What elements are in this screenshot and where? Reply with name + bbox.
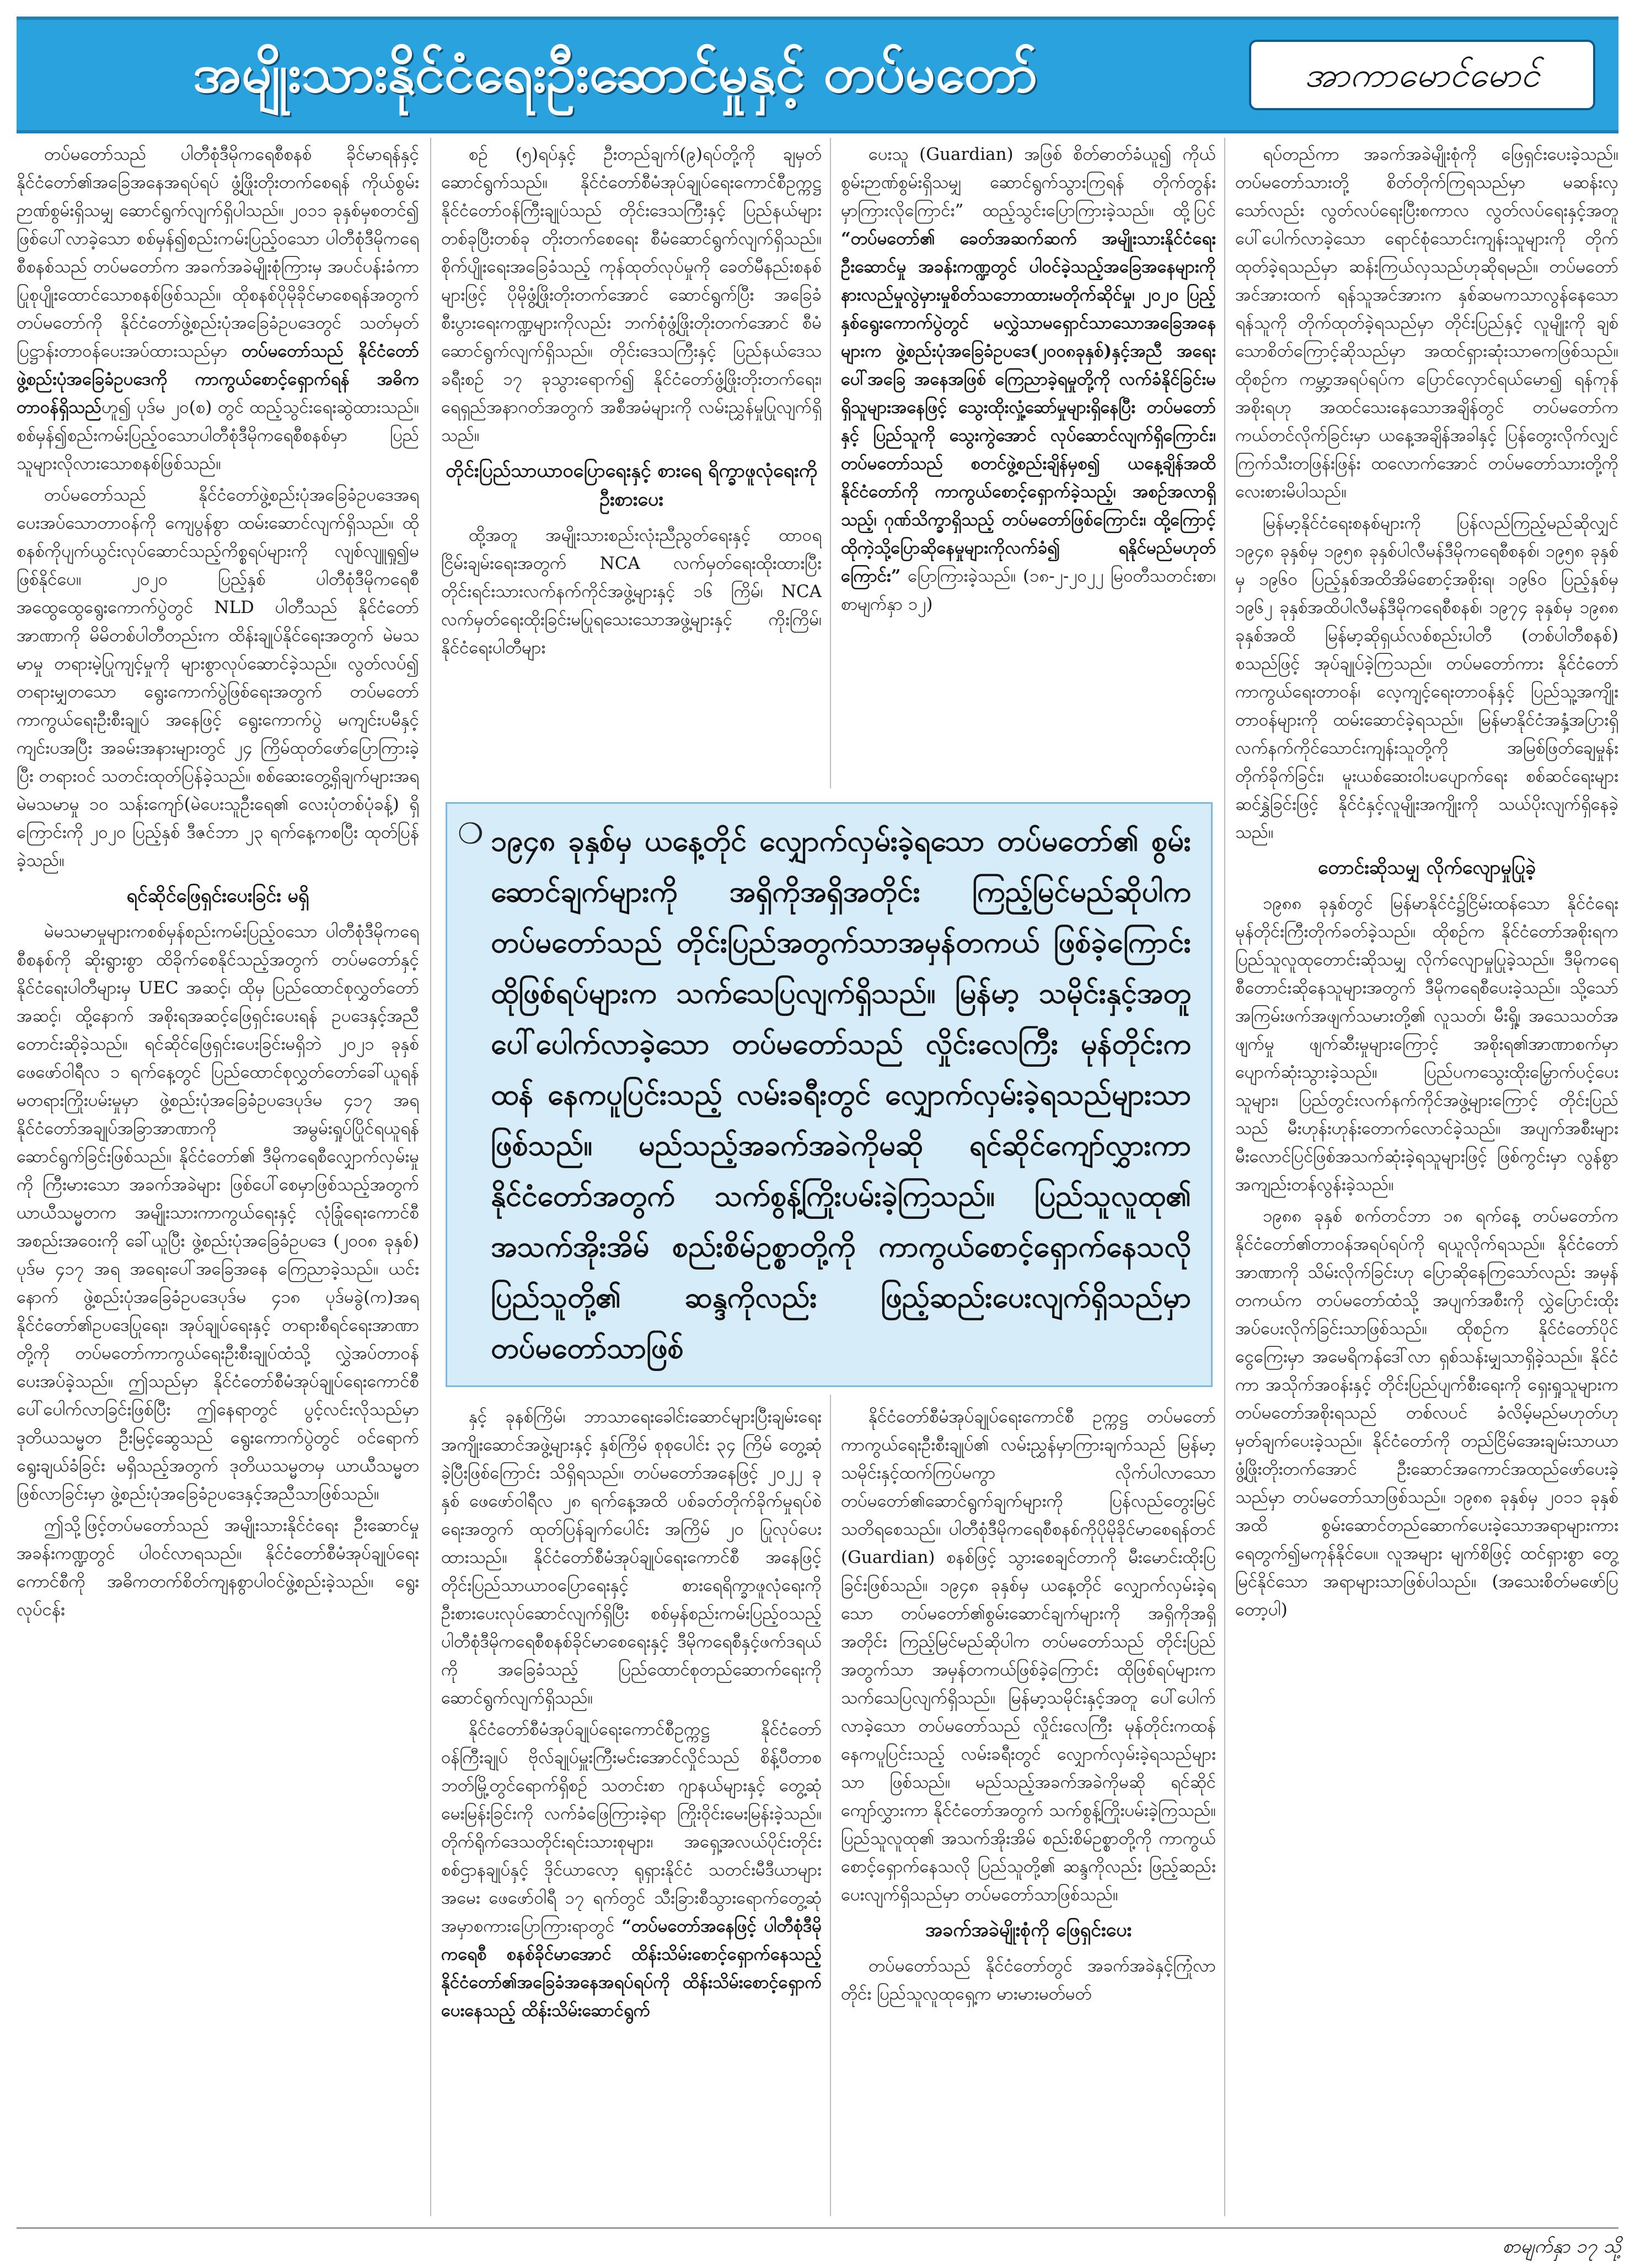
article-column-3-top [841,141,1216,797]
bold-emphasis: တပ်မတော်သည် နိုင်ငံတော်ဖွဲ့စည်းပုံအခြေခံဥပဒေကို ကာကွယ်စောင့်ရှောက်ရန် အဓိကတာဝန်ရှိသည် [17,341,419,417]
bottom-rule [17,2227,1618,2229]
paragraph: မြန်မာ့နိုင်ငံရေးစနစ်များကို ပြန်လည်ကြည့်မည်ဆိုလျှင် ၁၉၄၈ ခုနှစ်မှ ၁၉၅၈ ခုနှစ်ပါလီမန်ဒီမိုကရေစီစနစ်၊ ၁၉၅၈ ခုနှစ်မှ ၁၉၆၀ ပြည့်နှစ်အထိအိမ်စောင့်အစိုးရ၊ ၁၉၆၀ ပြည့်နှစ်မှ ၁၉၆၂ ခုနှစ်အထိပါလီမန်ဒီမိုကရေစီစနစ်၊ ၁၉၇၄ ခုနှစ်မှ ၁၉၈၈ ခုနှစ်အထိ မြန်မာ့ဆိုရှယ်လစ်စည်းပါတီ (တစ်ပါတီစနစ်) စသည်ဖြင့် အုပ်ချုပ်ခဲ့ကြသည်။ တပ်မတော်ကား နိုင်ငံတော်ကာကွယ်ရေးတာဝန်၊ လေ့ကျင့်ရေးတာဝန်နှင့် ပြည်သူ့အကျိုးတာဝန်များကို ထမ်းဆောင်ခဲ့ရသည်။ မြန်မာနိုင်ငံအနှံ့အပြားရှိ လက်နက်ကိုင်သောင်းကျန်းသူတို့ကို အမြစ်ဖြတ်ချေမှုန်းတိုက်ခိုက်ခြင်း၊ မူးယစ်ဆေးဝါးပပျောက်ရေး စစ်ဆင်ရေးများ ဆင်နွှဲခြင်းဖြင့် နိုင်ငံနှင့်လူမျိုးအကျိုးကို သယ်ပိုးလျက်ရှိနေခဲ့သည်။ [1235,513,1618,842]
paragraph: နိုင်ငံတော်စီမံအုပ်ချုပ်ရေးကောင်စီဥက္ကဋ္ဌ နိုင်ငံတော်ဝန်ကြီးချုပ် ဗိုလ်ချုပ်မှူးကြီးမင်းအောင်လှိုင်သည် စိန့်ပီတာစဘတ်မြို့တွင်ရောက်ရှိစဉ် သတင်းစာ ဂျာနယ်များနှင့် တွေ့ဆုံမေးမြန်းခြင်းကို လက်ခံဖြေကြားခဲ့ရာ ကြိုးဝိုင်းမေးမြန်းခဲ့သည်။ တိုက်ရိုက်ဒေသတိုင်းရင်းသားစုများ၊ အရှေ့အလယ်ပိုင်းတိုင်း စစ်ဌာနချုပ်နှင့် ဒိုင်ယာလော့ ရုရှားနိုင်ငံ သတင်းမီဒီယာများ အမေး ဖေဖော်ဝါရီ ၁၇ ရက်တွင် သီးခြားစီသွားရောက်တွေ့ဆုံ အမှာစကားပြောကြားရာတွင် “တပ်မတော်အနေဖြင့် ပါတီစုံဒီမိုကရေစီ စနစ်ခိုင်မာအောင် ထိန်းသိမ်းစောင့်ရှောက်နေသည့် နိုင်ငံတော်၏အခြေခံအနေအရပ်ရပ်ကို ထိန်းသိမ်းစောင့်ရှောက်ပေးနေသည့် ထိန်းသိမ်းဆောင်ရွက် [441,1719,822,2020]
paragraph: ရပ်တည်ကာ အခက်အခဲမျိုးစုံကို ဖြေရှင်းပေးခဲ့သည်။ တပ်မတော်သားတို့ စိတ်တိုက်ကြရသည်မှာ မဆန်းလှသော်လည်း လွတ်လပ်ရေးပြီးစကာလ လွတ်လပ်ရေးနှင့်အတူ ပေါ်ပေါက်လာခဲ့သော ရောင်စုံသောင်းကျန်းသူများကို တိုက်ထုတ်ခဲ့ရသည်မှာ ဆန်းကြယ်လှသည်ဟုဆိုရမည်။ တပ်မတော်အင်အားထက် ရန်သူအင်အားက နှစ်ဆမကသာလွန်နေသောရန်သူကို တိုက်ထုတ်ခဲ့ရသည်မှာ တိုင်းပြည်နှင့် လူမျိုးကို ချစ်သောစိတ်ကြောင့်ဆိုသည်မှာ အထင်ရှားဆုံးသာဓကဖြစ်သည်။ ထိုစဉ်က ကမ္ဘာ့အရပ်ရပ်က ပြောင်လှောင်ရယ်မော၍ ရန်ကုန်အစိုးရဟု အထင်သေးနေသောအချိန်တွင် တပ်မတော်က ကယ်တင်လိုက်ခြင်းမှာ ယနေ့အချိန်အခါနှင့် ပြန်တွေးလိုက်လျှင် ကြက်သီးတဖြန်းဖြန်း ထလောက်အောင် တပ်မတော်သားတို့ကို လေးစားမိပါသည်။ [1235,144,1618,502]
paragraph: စဉ် (၅)ရပ်နှင့် ဦးတည်ချက်(၉)ရပ်တို့ကို ချမှတ်ဆောင်ရွက်သည်။ နိုင်ငံတော်စီမံအုပ်ချုပ်ရေးကောင်စီဥက္ကဋ္ဌ နိုင်ငံတော်ဝန်ကြီးချုပ်သည် တိုင်းဒေသကြီးနှင့် ပြည်နယ်များ တစ်ခုပြီးတစ်ခု တိုးတက်စေရေး စီမံဆောင်ရွက်လျက်ရှိသည်။ စိုက်ပျိုးရေးအခြေခံသည့် ကုန်ထုတ်လုပ်မှုကို ခေတ်မီနည်းစနစ်များဖြင့် ပိုမိုဖွံ့ဖြိုးတိုးတက်အောင် ဆောင်ရွက်ပြီး အခြေခံစီးပွားရေးကဏ္ဍများကိုလည်း ဘက်စုံဖွံ့ဖြိုးတိုးတက်အောင် စီမံဆောင်ရွက်လျက်ရှိသည်။ တိုင်းဒေသကြီးနှင့် ပြည်နယ်ဒေသခရီးစဉ် ၁၇ ခုသွားရောက်၍ နိုင်ငံတော်ဖွံ့ဖြိုးတိုးတက်ရေး၊ ရေရှည်အနာဂတ်အတွက် အစီအမံများကို လမ်းညွှန်မှုပြုလျက်ရှိသည်။ [441,144,822,445]
paragraph: မဲမသမာမှုများကစစ်မှန်စည်းကမ်းပြည့်ဝသော ပါတီစုံဒီမိုကရေစီစနစ်ကို ဆိုးရွားစွာ ထိခိုက်စေနိုင်သည့်အတွက် တပ်မတော်နှင့်နိုင်ငံရေးပါတီများမှ UEC အဆင့်၊ ထိုမှ ပြည်ထောင်စုလွှတ်တော်အဆင့်၊ ထို့နောက် အစိုးရအဆင့်ဖြေရှင်းပေးရန် ဥပဒေနှင့်အညီတောင်းဆိုခဲ့သည်။ ရင်ဆိုင်ဖြေရှင်းပေးခြင်းမရှိဘဲ ၂၀၂၁ ခုနှစ် ဖေဖော်ဝါရီလ ၁ ရက်နေ့တွင် ပြည်ထောင်စုလွှတ်တော်ခေါ်ယူရန် မတရားကြိုးပမ်းမှုမှာ ဖွဲ့စည်းပုံအခြေခံဥပဒေပုဒ်မ ၄၁၇ အရ နိုင်ငံတော်အချုပ်အခြာအာဏာကို အမွမ်းရှုပ်ပြိုင်ရယူရန် ဆောင်ရွက်ခြင်းဖြစ်သည်။ နိုင်ငံတော်၏ ဒီမိုကရေစီလျှောက်လှမ်းမှုကို ကြီးမားသော အခက်အခဲများ ဖြစ်ပေါ်စေမှာဖြစ်သည့်အတွက် ယာယီသမ္မတက အမျိုးသားကာကွယ်ရေးနှင့် လုံခြုံရေးကောင်စီအစည်းအဝေးကို ခေါ်ယူပြီး ဖွဲ့စည်းပုံအခြေခံဥပဒေ (၂၀၀၈ ခုနှစ်) ပုဒ်မ ၄၁၇ အရ အရေးပေါ်အခြေအနေ ကြေညာခဲ့သည်။ ယင်းနောက် ဖွဲ့စည်းပုံအခြေခံဥပဒေပုဒ်မ ၄၁၈ ပုဒ်မခွဲ(က)အရ နိုင်ငံတော်၏ဥပဒေပြုရေး၊ အုပ်ချုပ်ရေးနှင့် တရားစီရင်ရေးအာဏာတို့ကို တပ်မတော်ကာကွယ်ရေးဦးစီးချုပ်ထံသို့ လွှဲအပ်တာဝန်ပေးအပ်ခဲ့သည်။ ဤသည်မှာ နိုင်ငံတော်စီမံအုပ်ချုပ်ရေးကောင်စီ ပေါ်ပေါက်လာခြင်းဖြစ်ပြီး ဤနေရာတွင် ပွင့်လင်းလိုသည်မှာ ဒုတိယသမ္မတ ဦးမြင့်ဆွေသည် ရွေးကောက်ပွဲတွင် ဝင်ရောက်ရွေးချယ်ခံခြင်း မရှိသည့်အတွက် ဒုတိယသမ္မတမှ ယာယီသမ္မတဖြစ်လာခြင်းမှာ ဖွဲ့စည်းပုံအခြေခံဥပဒေနှင့်အညီသာဖြစ်သည်။ [17,922,419,1504]
bold-emphasis: “တပ်မတော်အနေဖြင့် ပါတီစုံဒီမိုကရေစီ စနစ်ခိုင်မာအောင် ထိန်းသိမ်းစောင့်ရှောက်နေသည့် နိုင်ငံတော်၏အခြေခံအနေအရပ်ရပ်ကို ထိန်းသိမ်းစောင့်ရှောက်ပေးနေသည့် ထိန်းသိမ်းဆောင်ရွက် [441,1916,822,2020]
article-column-2-top [441,141,822,797]
subheading: ရင်ဆိုင်ဖြေရှင်းပေးခြင်း မရှိ [126,885,309,907]
column-divider [830,138,831,788]
paragraph: တပ်မတော်သည် ပါတီစုံဒီမိုကရေစီစနစ် ခိုင်မာရန်နှင့် နိုင်ငံတော်၏အခြေအနေအရပ်ရပ် ဖွံ့ဖြိုးတိုးတက်စေရန် ကိုယ်စွမ်းဉာဏ်စွမ်းရှိသမျှ ဆောင်ရွက်လျက်ရှိပါသည်။ ၂၀၁၁ ခုနှစ်မှစတင်၍ ဖြစ်ပေါ်လာခဲ့သော စစ်မှန်၍စည်းကမ်းပြည့်ဝသော ပါတီစုံဒီမိုကရေစီစနစ်သည် တပ်မတော်က အခက်အခဲမျိုးစုံကြားမှ အပင်ပန်းခံကာ ပြုစုပျိုးထောင်သောစနစ်ဖြစ်သည်။ ထိုစနစ်ပိုမိုခိုင်မာစေရန်အတွက် တပ်မတော်ကို နိုင်ငံတော်ဖွဲ့စည်းပုံအခြေခံဥပဒေတွင် သတ်မှတ်ပြဋ္ဌာန်းတာဝန်ပေးအပ်ထားသည်မှာ တပ်မတော်သည် နိုင်ငံတော်ဖွဲ့စည်းပုံအခြေခံဥပဒေကို ကာကွယ်စောင့်ရှောက်ရန် အဓိကတာဝန်ရှိသည်ဟူ၍ ပုဒ်မ ၂၀(စ) တွင် ထည့်သွင်းရေးဆွဲထားသည်။ စစ်မှန်၍စည်းကမ်းပြည့်ဝသောပါတီစုံဒီမိုကရေစီစနစ်မှာ ပြည်သူများလိုလားသောစနစ်ဖြစ်သည်။ [17,144,419,474]
column-divider [1224,138,1225,2216]
column-divider [430,138,431,2216]
continued-on-page: စာမျက်နှာ ၁၇ သို့ [1502,2235,1621,2258]
article-column-1 [17,141,419,2224]
quote-bullet-icon: ❍ [458,818,484,851]
subheading: တိုင်းပြည်သာယာဝပြောရေးနှင့် စားရေ ရိက္ခာဖူလုံရေးကို ဦးစားပေး [445,460,818,510]
paragraph: တပ်မတော်သည် နိုင်ငံတော်ဖွဲ့စည်းပုံအခြေခံဥပဒေအရ ပေးအပ်သောတာဝန်ကို ကျေပွန်စွာ ထမ်းဆောင်လျက်ရှိသည်။ ထိုစနစ်ကိုပျက်ယွင်းလုပ်ဆောင်သည့်ကိစ္စရပ်များကို လျစ်လျူရှု၍မဖြစ်နိုင်ပေ။ ၂၀၂၀ ပြည့်နှစ် ပါတီစုံဒီမိုကရေစီ အထွေထွေရွေးကောက်ပွဲတွင် NLD ပါတီသည် နိုင်ငံတော်အာဏာကို မိမိတစ်ပါတီတည်းက ထိန်းချုပ်နိုင်ရေးအတွက် မဲမသမာမှု တရားမဲ့ပြုကျင့်မှုကို များစွာလုပ်ဆောင်ခဲ့သည်။ လွတ်လပ်၍ တရားမျှတသော ရွေးကောက်ပွဲဖြစ်ရေးအတွက် တပ်မတော်ကာကွယ်ရေးဦးစီးချုပ် အနေဖြင့် ရွေးကောက်ပွဲ မကျင်းပမီနှင့် ကျင်းပအပြီး အခမ်းအနားများတွင် ၂၄ ကြိမ်ထုတ်ဖော်ပြောကြားခဲ့ပြီး တရားဝင် သတင်းထုတ်ပြန်ခဲ့သည်။ စစ်ဆေးတွေ့ရှိချက်များအရ မဲမသမာမှု ၁၀ သန်းကျော်(မဲပေးသူဦးရေ၏ လေးပုံတစ်ပုံခန့်) ရှိကြောင်းကို ၂၀၂၀ ပြည့်နှစ် ဒီဇင်ဘာ ၂၃ ရက်နေ့ကစပြီး ထုတ်ပြန်ခဲ့သည်။ [17,485,419,870]
subheading: တောင်းဆိုသမျှ လိုက်လျောမှုပြုခဲ့ [1317,857,1536,879]
byline-box [1249,40,1595,110]
paragraph: ဤသို့ဖြင့်တပ်မတော်သည် အမျိုးသားနိုင်ငံရေး ဦးဆောင်မှုအခန်းကဏ္ဍတွင် ပါဝင်လာရသည်။ နိုင်ငံတော်စီမံအုပ်ချုပ်ရေးကောင်စီကို အဓိကတက်စိတ်ကျနစွာပါဝင်ဖွဲ့စည်းခဲ့သည်။ ရွေးလုပ်ငန်း [17,1515,419,1620]
bold-emphasis: “တပ်မတော်၏ ခေတ်အဆက်ဆက် အမျိုးသားနိုင်ငံရေးဦးဆောင်မှု အခန်းကဏ္ဍတွင် ပါဝင်ခဲ့သည့်အခြေအနေများကို နားလည်မှုလွဲမှားမှုစိတ်သဘောထားမတိုက်ဆိုင်မှု၊ ၂၀၂၀ ပြည့်နှစ်ရွေးကောက်ပွဲတွင် မလွှဲသာမရှောင်သာသောအခြေအနေများက ဖွဲ့စည်းပုံအခြေခံဥပဒေ(၂၀၀၈ခုနှစ်)နှင့်အညီ အရေးပေါ်အခြေ အနေအဖြစ် ကြေညာခဲ့ရမှုတို့ကို လက်ခံနိုင်ခြင်းမရှိသူများအနေဖြင့် သွေးထိုးလှုံ့ဆော်မှုများရှိနေပြီး တပ်မတော်နှင့် ပြည်သူကို သွေးကွဲအောင် လုပ်ဆောင်လျက်ရှိကြောင်း၊ တပ်မတော်သည် စတင်ဖွဲ့စည်းချိန်မှစ၍ ယနေ့ချိန်အထိ နိုင်ငံတော်ကို ကာကွယ်စောင့်ရှောက်ခဲ့သည့်၊ အစဉ်အလာရှိသည့်၊ ဂုဏ်သိက္ခာရှိသည့် တပ်မတော်ဖြစ်ကြောင်း၊ ထို့ကြောင့် ထိုကဲ့သို့ပြောဆိုနေမှုများကိုလက်ခံ၍ ရနိုင်မည်မဟုတ်ကြောင်း” [841,229,1216,586]
paragraph: ၁၉၈၈ ခုနှစ်တွင် မြန်မာနိုင်ငံ၌ငြိမ်းထန်သော နိုင်ငံရေးမုန်တိုင်းကြီးတိုက်ခတ်ခဲ့သည်။ ထိုစဉ်က နိုင်ငံတော်အစိုးရက ပြည်သူလူထုတောင်းဆိုသမျှ လိုက်လျောမှုပြုခဲ့သည်။ ဒီမိုကရေစီတောင်းဆိုနေသူများအတွက် ဒီမိုကရေစီပေးခဲ့သည်။ သို့သော် အကြမ်းဖက်အဖျက်သမားတို့၏ လူသတ်၊ မီးရှို့၊ အသေသတ်အဖျက်မှု ဖျက်ဆီးမှုများကြောင့် အစိုးရ၏အာဏာစက်မှာ ပျောက်ဆုံးသွားခဲ့သည်။ ပြည်ပကသွေးထိုးမြှောက်ပင့်ပေးသူများ၊ ပြည်တွင်းလက်နက်ကိုင်အဖွဲ့များကြောင့် တိုင်းပြည်သည် မီးဟုန်းဟုန်းတောက်လောင်ခဲ့သည်။ အပျက်အစီးများ မီးလောင်ပြင်ဖြစ်အသက်ဆုံးခဲ့ရသူများဖြင့် ဖြစ်ကွင်းမှာ လွန်စွာအကျည်းတန်လွန်းခဲ့သည်။ [1235,894,1618,1195]
paragraph: ထို့အတူ အမျိုးသားစည်းလုံးညီညွတ်ရေးနှင့် ထာဝရငြိမ်းချမ်းရေးအတွက် NCA လက်မှတ်ရေးထိုးထားပြီး တိုင်းရင်းသားလက်နက်ကိုင်အဖွဲ့များနှင့် ၁၆ ကြိမ်၊ NCA လက်မှတ်ရေးထိုးခြင်းမပြုရသေးသောအဖွဲ့များနှင့် ကိုးကြိမ်၊ နိုင်ငံရေးပါတီများ [441,525,822,658]
paragraph: ၁၉၈၈ ခုနှစ် စက်တင်ဘာ ၁၈ ရက်နေ့ တပ်မတော်က နိုင်ငံတော်၏တာဝန်အရပ်ရပ်ကို ရယူလိုက်ရသည်။ နိုင်ငံတော်အာဏာကို သိမ်းလိုက်ခြင်းဟု ပြောဆိုနေကြသော်လည်း အမှန်တကယ်က တပ်မတော်ထံသို့ အပျက်အစီးကို လွှဲပြောင်းထိုးအပ်ပေးလိုက်ခြင်းသာဖြစ်သည်။ ထိုစဉ်က နိုင်ငံတော်ပိုင်ငွေကြေးမှာ အမေရိကန်ဒေါ်လာ ရှစ်သန်းမျှသာရှိခဲ့သည်။ နိုင်ငံကာ အသိုက်အဝန်းနှင့် တိုင်းပြည်ပျက်စီးရေးကို ရှေးရှုသူများကတပ်မတော်အစိုးရသည် တစ်လပင် ခံလိမ့်မည်မဟုတ်ဟု မှတ်ချက်ပေးခဲ့သည်။ နိုင်ငံတော်ကို တည်ငြိမ်အေးချမ်းသာယာဖွံ့ဖြိုးတိုးတက်အောင် ဦးဆောင်အကောင်အထည်ဖော်ပေးခဲ့သည်မှာ တပ်မတော်သာဖြစ်သည်။ ၁၉၈၈ ခုနှစ်မှ ၂၀၁၁ ခုနှစ်အထိ စွမ်းဆောင်တည်ဆောက်ပေးခဲ့သောအရာများကား ရေတွက်၍မကုန်နိုင်ပေ။ လူအများ မျက်စိဖြင့် ထင်ရှားစွာ တွေ့မြင်နိုင်သော အရာများသာဖြစ်ပါသည်။ (အသေးစိတ်မဖော်ပြတော့ပါ) [1235,1206,1618,1620]
subheading: အခက်အခဲမျိုးစုံကို ဖြေရှင်းပေး [925,1919,1132,1941]
paragraph: နိုင်ငံတော်စီမံအုပ်ချုပ်ရေးကောင်စီ ဥက္ကဋ္ဌ တပ်မတော်ကာကွယ်ရေးဦးစီးချုပ်၏ လမ်းညွှန်မှာကြားချက်သည် မြန်မာ့သမိုင်းနှင့်ထက်ကြပ်မကွာ လိုက်ပါလာသော တပ်မတော်၏ဆောင်ရွက်ချက်များကို ပြန်လည်တွေးမြင်သတိရစေသည်။ ပါတီစုံဒီမိုကရေစီစနစ်ကိုပိုမိုခိုင်မာစေရန်တင် (Guardian) စနစ်ဖြင့် သွားစေချင်တာကို မီးမောင်းထိုးပြခြင်းဖြစ်သည်။ ၁၉၄၈ ခုနှစ်မှ ယနေ့တိုင် လျှောက်လှမ်းခဲ့ရသော တပ်မတော်၏စွမ်းဆောင်ချက်များကို အရှိကိုအရှိအတိုင်း ကြည့်မြင်မည်ဆိုပါက တပ်မတော်သည် တိုင်းပြည်အတွက်သာ အမှန်တကယ်ဖြစ်ခဲ့ကြောင်း ထိုဖြစ်ရပ်များက သက်သေပြလျက်ရှိသည်။ မြန်မာ့သမိုင်းနှင့်အတူ ပေါ်ပေါက်လာခဲ့သော တပ်မတော်သည် လှိုင်းလေကြီး မုန်တိုင်းကထန် နေကပူပြင်းသည့် လမ်းခရီးတွင် လျှောက်လှမ်းခဲ့ရသည်များသာ ဖြစ်သည်။ မည်သည့်အခက်အခဲကိုမဆို ရင်ဆိုင်ကျော်လွှားကာ နိုင်ငံတော်အတွက် သက်စွန့်ကြိုးပမ်းခဲ့ကြသည်။ ပြည်သူလူထု၏ အသက်အိုးအိမ် စည်းစိမ်ဥစ္စာတို့ကို ကာကွယ်စောင့်ရှောက်နေသလို ပြည်သူတို့၏ ဆန္ဒကိုလည်း ဖြည့်ဆည်းပေးလျက်ရှိသည်မှာ တပ်မတော်သာဖြစ်သည်။ [841,1407,1216,1905]
pull-quote-text: ၁၉၄၈ ခုနှစ်မှ ယနေ့တိုင် လျှောက်လှမ်းခဲ့ရသော တပ်မတော်၏ စွမ်းဆောင်ချက်များကို အရှိကိုအရှိအတိုင်း ကြည့်မြင်မည်ဆိုပါက တပ်မတော်သည် တိုင်းပြည်အတွက်သာအမှန်တကယ် ဖြစ်ခဲ့ကြောင်း ထိုဖြစ်ရပ်များက သက်သေပြလျက်ရှိသည်။ မြန်မာ့ သမိုင်းနှင့်အတူ ပေါ်ပေါက်လာခဲ့သော တပ်မတော်သည် လှိုင်းလေကြီး မုန်တိုင်းကထန် နေကပူပြင်းသည့် လမ်းခရီးတွင် လျှောက်လှမ်းခဲ့ရသည်များသာ ဖြစ်သည်။ မည်သည့်အခက်အခဲကိုမဆို ရင်ဆိုင်ကျော်လွှားကာ နိုင်ငံတော်အတွက် သက်စွန့်ကြိုးပမ်းခဲ့ကြသည်။ ပြည်သူလူထု၏ အသက်အိုးအိမ် စည်းစိမ်ဥစ္စာတို့ကို ကာကွယ်စောင့်ရှောက်နေသလို ပြည်သူတို့၏ ဆန္ဒကိုလည်း ဖြည့်ဆည်းပေးလျက်ရှိသည်မှာ တပ်မတော်သာဖြစ် [491,825,1191,1365]
article-column-4 [1235,141,1618,2224]
article-column-3-bottom [841,1403,1216,2224]
article-column-2-bottom [441,1403,822,2224]
paragraph: တပ်မတော်သည် နိုင်ငံတော်တွင် အခက်အခဲနှင့်ကြုံလာတိုင်း ပြည်သူလူထုရှေ့က မားမားမတ်မတ် [841,1956,1216,2004]
article-headline: အမျိုးသားနိုင်ငံရေးဦးဆောင်မှုနှင့် တပ်မတော် [193,42,1038,104]
author-byline: အာကာမောင်မောင် [1304,55,1540,95]
paragraph: နှင့် ခုနစ်ကြိမ်၊ ဘာသာရေးခေါင်းဆောင်များပြီးချမ်းရေး အကျိုးဆောင်အဖွဲ့များနှင့် နှစ်ကြိမ် စုစုပေါင်း ၃၄ ကြိမ် တွေ့ဆုံခဲ့ပြီးဖြစ်ကြောင်း သိရှိရသည်။ တပ်မတော်အနေဖြင့် ၂၀၂၂ ခုနှစ် ဖေဖော်ဝါရီလ ၂၈ ရက်နေ့အထိ ပစ်ခတ်တိုက်ခိုက်မှုရပ်စဲရေးအတွက် ထုတ်ပြန်ချက်ပေါင်း အကြိမ် ၂၀ ပြုလုပ်ပေးထားသည်။ နိုင်ငံတော်စီမံအုပ်ချုပ်ရေးကောင်စီ အနေဖြင့် တိုင်းပြည်သာယာဝပြောရေးနှင့် စားရေရိက္ခာဖူလုံရေးကို ဦးစားပေးလုပ်ဆောင်လျက်ရှိပြီး စစ်မှန်စည်းကမ်းပြည့်ဝသည့် ပါတီစုံဒီမိုကရေစီစနစ်ခိုင်မာစေရေးနှင့် ဒီမိုကရေစီနှင့်ဖက်ဒရယ်ကို အခြေခံသည့် ပြည်ထောင်စုတည်ဆောက်ရေးကို ဆောင်ရွက်လျက်ရှိသည်။ [441,1407,822,1708]
paragraph: ပေးသူ (Guardian) အဖြစ် စိတ်ဓာတ်ခံယူ၍ ကိုယ်စွမ်းဉာဏ်စွမ်းရှိသမျှ ဆောင်ရွက်သွားကြရန် တိုက်တွန်းမှာကြားလိုကြောင်း” ထည့်သွင်းပြောကြားခဲ့သည်။ ထို့ပြင် “တပ်မတော်၏ ခေတ်အဆက်ဆက် အမျိုးသားနိုင်ငံရေးဦးဆောင်မှု အခန်းကဏ္ဍတွင် ပါဝင်ခဲ့သည့်အခြေအနေများကို နားလည်မှုလွဲမှားမှုစိတ်သဘောထားမတိုက်ဆိုင်မှု၊ ၂၀၂၀ ပြည့်နှစ်ရွေးကောက်ပွဲတွင် မလွှဲသာမရှောင်သာသောအခြေအနေများက ဖွဲ့စည်းပုံအခြေခံဥပဒေ(၂၀၀၈ခုနှစ်)နှင့်အညီ အရေးပေါ်အခြေ အနေအဖြစ် ကြေညာခဲ့ရမှုတို့ကို လက်ခံနိုင်ခြင်းမရှိသူများအနေဖြင့် သွေးထိုးလှုံ့ဆော်မှုများရှိနေပြီး တပ်မတော်နှင့် ပြည်သူကို သွေးကွဲအောင် လုပ်ဆောင်လျက်ရှိကြောင်း၊ တပ်မတော်သည် စတင်ဖွဲ့စည်းချိန်မှစ၍ ယနေ့ချိန်အထိ နိုင်ငံတော်ကို ကာကွယ်စောင့်ရှောက်ခဲ့သည့်၊ အစဉ်အလာရှိသည့်၊ ဂုဏ်သိက္ခာရှိသည့် တပ်မတော်ဖြစ်ကြောင်း၊ ထို့ကြောင့် ထိုကဲ့သို့ပြောဆိုနေမှုများကိုလက်ခံ၍ ရနိုင်မည်မဟုတ်ကြောင်း” ပြောကြားခဲ့သည်။ (၁၈-၂-၂၀၂၂ မြဝတီသတင်းစာ၊ စာမျက်နှာ ၁၂) [841,144,1216,614]
column-divider [830,1395,831,2216]
